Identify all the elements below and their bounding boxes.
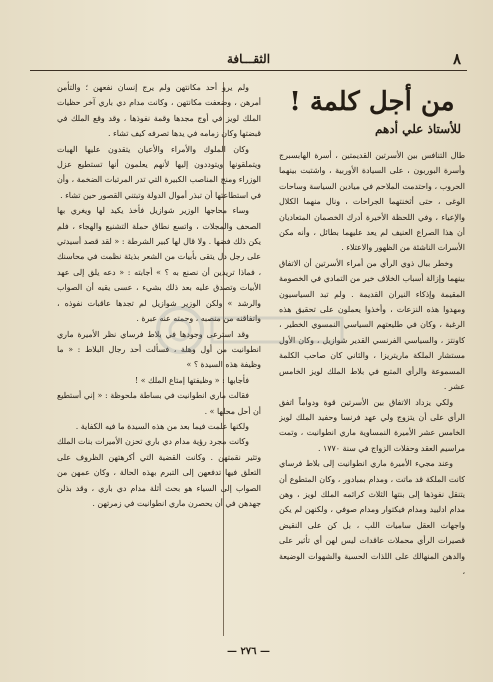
paragraph: وعند مجيء الأميرة ماري انطوانيت إلى بلاط فرساي كانت الملكة قد ماتت ، ومدام بمبادور ، وكان المتطوع أن يتنقل نفوذها إلى بنتها الثلاث كرائمه الملك لويز ، وهن مدام ادلييد ومدام فيكتوار ومدام صوفي ، ولكنهن لم يكن واجهات العقل ساميات اللب ، بل كن على النقيض قصيرات الرأي محملات عاقدات ليس لهن أي تأثير على والدهن المنهالك على اللذات الحسية والشهوات الوضيعة ، <box>279 459 465 576</box>
paragraph: وخطر ببال ذوي الرأي من أمراء الأسرتين أن الاتفاق بينهما وإزالة أسباب الخلاف خير من التمادي في الخصومة المقيمة وإذكاء النيران القديمة . ولم تبد السياسيون ومهدوا هذه النزعات ، وأخذوا يعملون على تحقيق هذه الرغبة ، وكان في طليعتهم السياسي النمسوي الخطير ، كاونتز ، والسياسي الفرنسي القدير شوازيل ، وكان الأول مستشار الملكة ماريتريزا ، والثاني كان صاحب الكلمة المسموعة والرأي المتبع في بلاط الملك لويز الخامس عشر . <box>279 258 465 392</box>
page-number: ٨ <box>452 50 461 68</box>
paragraph: ولكنها علمت فيما بعد من هذه السيدة ما فيه الكفاية . <box>75 421 249 431</box>
paragraph: طال التنافس بين الأسرتين القديمتين ، أسرة الهابسبرج وأسرة البوربون ، على السيادة الأوربية ، واشتبت بينهما الحروب ، واحتدمت الملاحم في ميادين السياسة وساحات الوغى ، حتى أثخنتهما الجراحات ، ونال منهما الكلال والإعياء ، وفي اللحظة الأخيرة أدرك الخصمان المتعاديان أن هذا الصراع العنيف لم يعد عليهما بطائل ، وأنه مكن الأسرات الناشئة من الظهور والاعتلاء . <box>279 151 465 253</box>
left-column <box>57 80 261 636</box>
paragraph: وكان الملوك والأمراء والأعيان يتقدون عليها الهبات ويتملقونها ويتوددون إليها لأنهم يعلمون أنها تستطيع عزل الوزراء ومنح المناصب الكبيرة التي تدر المرتبات الضخمة ، وأن في استطاعتها أن تبذر أموال الدولة وتبتني القصور حين تشاء . <box>57 144 261 200</box>
page-footer: — ٢٧٦ — <box>226 646 271 657</box>
magazine-name: الثقـــافة <box>226 52 271 66</box>
article-title: من أجل كلمة ! <box>289 87 455 117</box>
paragraph: وكانت مجرد رؤية مدام دي باري تحزن الأميرات بنات الملك وتثير نقمتهن . وكانت القضية التي أكرهتهن الظروف على التعلق فيها تدفعهن إلى التبرم بهذه الحالة ، وكان عمهن من الصواب إلى السياء هو بحث أثلة مدام دي باري ، وقد بذلن جهدهن في أن يحصرن ماري انطوانيت في زمرتهن . <box>57 437 261 508</box>
right-column <box>279 80 465 636</box>
paragraph: وساء محاجها الوزير شوازيل فأخذ يكيد لها ويغري بها الصحف والمجلات ، واتسع نطاق حملة التشنيع والهجاء ، فلم يكن ذلك فضها . ولا قال لها كبير الشرطة : « لقد قصد أسيدتي على رجل دل يتقى بأبيات من الشعر بذيئة نظمت في محاسنك ، فماذا تريدين أن نصنع به ؟ » أجابته : « دعه يلق إلى عهد الأبيات وتصدق عليه بعد ذلك بشيء ، عسى يقيه أن الصواب والرشد » ولكن الوزير شوازيل لم تجدها عاقبات نفوذه ، واتفاقنه من منصبه ، وحمته عنه عبرة . <box>57 206 261 324</box>
paragraph: ولكي يزداد الاتفاق بين الأسرتين قوة ودواماً اتفق الرأي على أن يتزوج ولي عهد فرنسا وحفيد الملك لويز الخامس عشر الأميرة النمساوية ماري انطوانيت ، وتمت مراسيم العقد وحفلات الزواج في سنة ١٧٧٠ . <box>279 397 465 453</box>
article-author: للأستاذ علي أدهم <box>375 122 461 136</box>
paragraph: وقد استرعى وجودها في بلاط فرساي نظر الأميرة ماري انطوانيت من أول وهلة ، فسألت أحد رجال البلاط : « ما وظيفة هذه السيدة ؟ » <box>57 329 261 370</box>
paragraph: ولم يرو أحد مكانتهن ولم يرج إنسان نفعهن ؛ والتأمن أمرهن ، وضعفت مكانتهن ، وكانت مدام دي باري آخر حظيات الملك لويز في أوج مجدها وقمة نفوذها ، وقد وقع الملك في قبضتها وكان زمامه في يدها تصرفه كيف تشاء . <box>57 83 261 139</box>
paragraph: فقالت ماري انطوانيت في بساطة ملحوظة : « إني أستطيع أن أحل محلها » . <box>57 391 261 416</box>
paragraph: فأجابها : « وظيفتها إمتاع الملك » ! <box>135 375 249 385</box>
page-header <box>30 48 467 71</box>
